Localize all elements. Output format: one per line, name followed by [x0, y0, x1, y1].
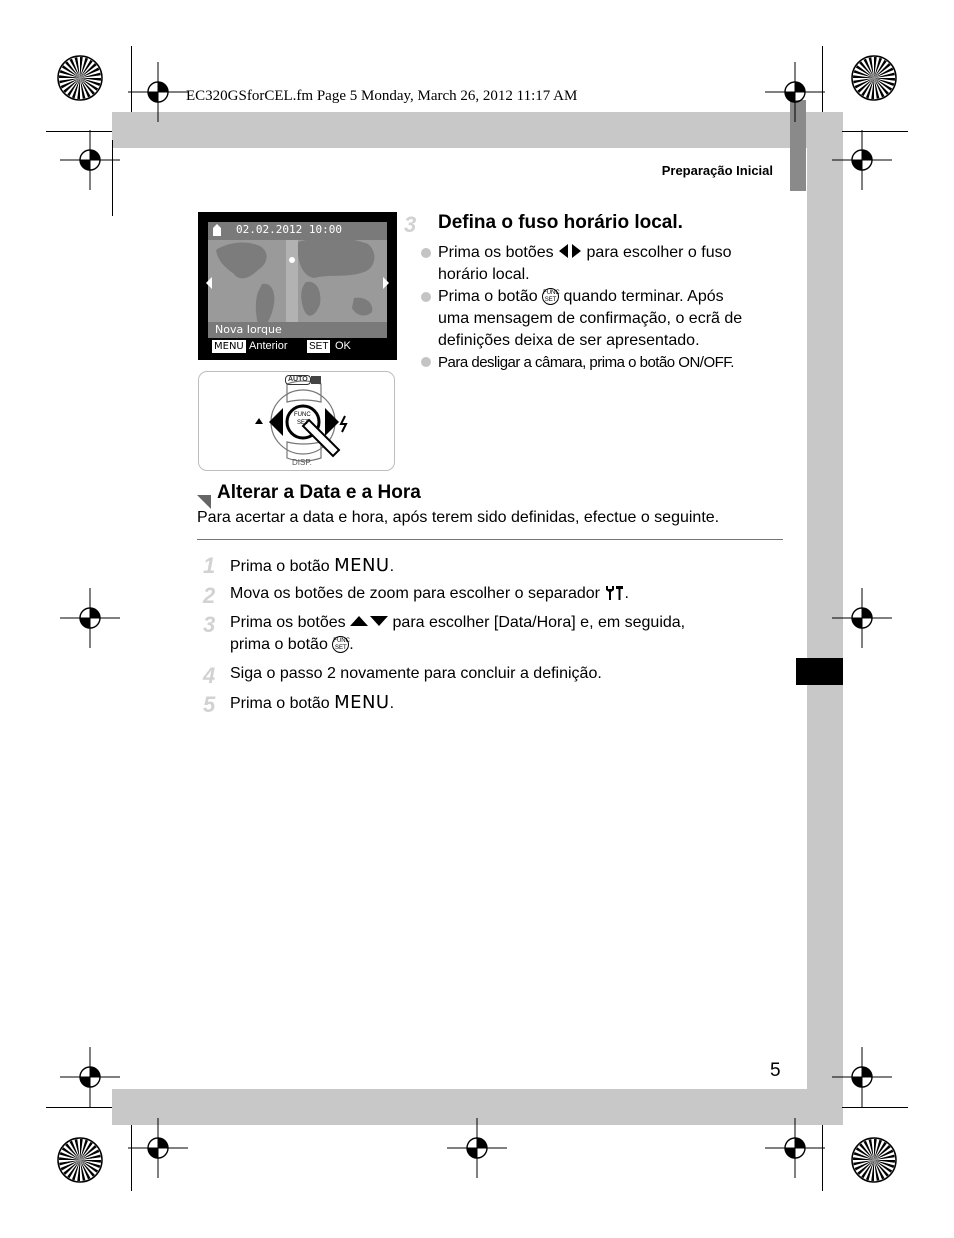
registration-mark-icon: [128, 1118, 188, 1178]
starburst-icon: [58, 56, 102, 100]
dial-bottom-label: DISP.: [292, 458, 312, 467]
bullet-2-text-a: Prima o botão: [438, 288, 538, 305]
step-3-title: Defina o fuso horário local.: [438, 212, 683, 233]
registration-mark-icon: [765, 1118, 825, 1178]
dial-center-label-2: SET: [297, 420, 309, 426]
section-2-title: Alterar a Data e a Hora: [217, 482, 421, 503]
registration-mark-icon: [60, 588, 120, 648]
left-right-arrows-icon: [558, 244, 582, 258]
step-5-text: [230, 692, 394, 715]
page-number: 5: [770, 1060, 781, 1081]
flash-icon: [341, 416, 346, 432]
step-3b-text-line-1: [230, 612, 685, 634]
lcd-menu-key: MENU: [214, 341, 244, 352]
step-2-text-a: Mova os botões de zoom para escolher o separador: [230, 585, 600, 602]
bullet-1-text-b: para escolher o fuso: [586, 244, 732, 261]
dial-center-label-1: FUNC: [294, 412, 311, 418]
lcd-datetime: 02.02.2012 10:00: [236, 223, 342, 236]
step-4-text: Siga o passo 2 novamente para concluir a definição.: [230, 665, 602, 682]
wrench-tools-icon: [604, 584, 624, 600]
step-3b-text-b: para escolher [Data/Hora] e, em seguida,: [392, 614, 686, 631]
step-1-number: 1: [203, 553, 216, 578]
bullet-1-text-a: Prima os botões: [438, 244, 554, 261]
registration-mark-icon: [832, 1047, 892, 1107]
step-3-number: 3: [404, 212, 417, 237]
step-2-text: [230, 583, 629, 605]
step-4-number: 4: [203, 663, 216, 688]
bullet-dot: [421, 357, 431, 367]
step-5-text-a: Prima o botão: [230, 695, 330, 712]
bullet-dot: [421, 292, 431, 302]
starburst-icon: [852, 1138, 896, 1182]
step-3-bullet-2-line-2: uma mensagem de confirmação, o ecrã de: [438, 310, 743, 327]
right-arrow-icon: [325, 408, 339, 436]
registration-mark-icon: [128, 62, 188, 122]
step-1-text-a: Prima o botão: [230, 558, 330, 575]
lcd-back-label: Anterior: [249, 340, 288, 352]
lcd-city: Nova Iorque: [215, 323, 282, 336]
starburst-icon: [852, 56, 896, 100]
step-3-bullet-2-line-3: definições deixa de ser apresentado.: [438, 332, 700, 349]
step-3b-text-a: Prima os botões: [230, 614, 346, 631]
registration-mark-icon: [765, 62, 825, 122]
step-3-bullet-2-line-1: [438, 286, 724, 308]
section-2-intro: Para acertar a data e hora, após terem sido definidas, efectue o seguinte.: [197, 509, 720, 526]
lcd-ok-label: OK: [335, 340, 351, 352]
step-3b-end: .: [349, 636, 354, 653]
registration-mark-icon: [60, 130, 120, 190]
step-5-number: 5: [203, 692, 216, 717]
step-2-end: .: [624, 585, 629, 602]
section-divider: [197, 539, 783, 540]
step-1-end: .: [389, 558, 395, 575]
menu-button-label: MENU: [334, 692, 390, 713]
dial-top-label: AUTO: [285, 375, 311, 385]
bullet-dot: [421, 248, 431, 258]
step-3b-text-line-2: [230, 634, 354, 656]
control-dial-illustration: [198, 371, 395, 471]
up-down-arrows-icon: [350, 615, 388, 627]
step-5-end: .: [389, 695, 395, 712]
func-set-button-icon: FUNC SET: [333, 638, 350, 652]
func-set-button-icon: FUNC SET: [543, 290, 560, 304]
step-1-text: [230, 555, 394, 578]
camera-icon: [311, 376, 321, 384]
step-3b-number: 3: [203, 612, 216, 637]
left-arrow-icon: [269, 408, 283, 436]
bullet-2-text-b: quando terminar. Após: [563, 288, 724, 305]
section-label: Preparação Inicial: [661, 163, 773, 178]
starburst-icon: [58, 1138, 102, 1182]
camera-lcd-screen: [198, 212, 397, 360]
step-3-bullet-3: Para desligar a câmara, prima o botão ON/OFF.: [438, 354, 734, 371]
registration-mark-icon: [60, 1047, 120, 1107]
registration-mark-icon: [832, 130, 892, 190]
lcd-set-key: SET: [309, 341, 329, 352]
step-3-bullet-1-line-2: horário local.: [438, 266, 530, 283]
macro-icon: [255, 418, 263, 424]
step-2-number: 2: [203, 583, 216, 608]
step-3-bullet-1-line-1: [438, 242, 732, 264]
registration-mark-icon: [447, 1118, 507, 1178]
step-3b-text-c: prima o botão: [230, 636, 328, 653]
file-header: EC320GSforCEL.fm Page 5 Monday, March 26, 2012 11:17 AM: [186, 88, 578, 104]
registration-mark-icon: [832, 588, 892, 648]
menu-button-label: MENU: [334, 555, 390, 576]
